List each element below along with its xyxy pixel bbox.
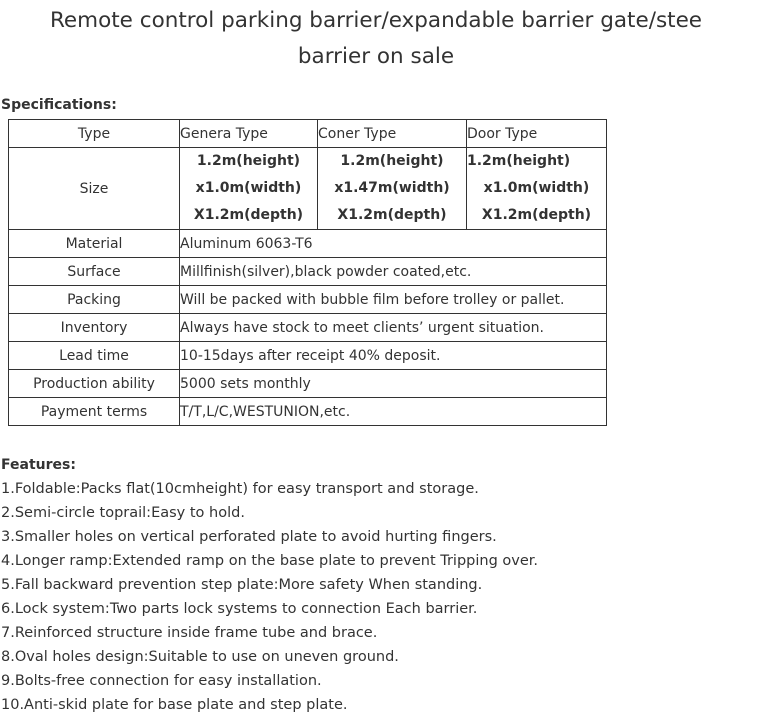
list-item: 7.Reinforced structure inside frame tube and brace.	[1, 625, 378, 641]
page-title-line-2: barrier on sale	[297, 44, 455, 69]
page-title	[0, 3, 752, 75]
list-item: 8.Oval holes design:Suitable to use on uneven ground.	[1, 649, 399, 665]
list-item: 6.Lock system:Two parts lock systems to connection Each barrier.	[1, 601, 478, 617]
features-heading: Features:	[1, 457, 76, 473]
size-door-width: x1.0m(width)	[483, 180, 590, 196]
row-label-payment-terms: Payment terms	[9, 398, 180, 426]
list-item: 5.Fall backward prevention step plate:More safety When standing.	[1, 577, 483, 593]
header-genera-type: Genera Type	[180, 120, 318, 148]
row-value-lead-time: 10-15days after receipt 40% deposit.	[180, 342, 607, 370]
row-label-inventory: Inventory	[9, 314, 180, 342]
table-row	[9, 314, 607, 342]
size-genera-depth: X1.2m(depth)	[193, 207, 304, 223]
size-coner-height: 1.2m(height)	[340, 153, 444, 169]
table-row	[9, 342, 607, 370]
header-door-type: Door Type	[467, 120, 607, 148]
list-item: 4.Longer ramp:Extended ramp on the base plate to prevent Tripping over.	[1, 553, 539, 569]
size-genera-width: x1.0m(width)	[195, 180, 302, 196]
page-title-line-1: Remote control parking barrier/expandable barrier gate/stee	[49, 8, 703, 33]
list-item: 10.Anti-skid plate for base plate and step plate.	[1, 697, 348, 713]
row-value-production-ability: 5000 sets monthly	[180, 370, 607, 398]
header-type: Type	[9, 120, 180, 148]
table-row	[9, 398, 607, 426]
row-value-payment-terms: T/T,L/C,WESTUNION,etc.	[180, 398, 607, 426]
size-coner-width: x1.47m(width)	[334, 180, 450, 196]
size-genera-height: 1.2m(height)	[196, 153, 301, 169]
row-label-surface: Surface	[9, 258, 180, 286]
row-value-surface: Millfinish(silver),black powder coated,etc.	[180, 258, 607, 286]
list-item: 3.Smaller holes on vertical perforated plate to avoid hurting fingers.	[1, 529, 497, 545]
row-label-material: Material	[9, 230, 180, 258]
size-door-cell	[467, 148, 607, 230]
list-item: 9.Bolts-free connection for easy installation.	[1, 673, 322, 689]
row-value-material: Aluminum 6063-T6	[180, 230, 607, 258]
row-value-packing: Will be packed with bubble film before trolley or pallet.	[180, 286, 607, 314]
table-row	[9, 258, 607, 286]
table-row	[9, 286, 607, 314]
table-row	[9, 370, 607, 398]
size-coner-cell	[318, 148, 467, 230]
size-label: Size	[9, 148, 180, 230]
specifications-table	[8, 119, 607, 426]
list-item: 1.Foldable:Packs flat(10cmheight) for easy transport and storage.	[1, 481, 479, 497]
table-header-row	[9, 120, 607, 148]
row-label-production-ability: Production ability	[9, 370, 180, 398]
size-door-height: 1.2m(height)	[467, 153, 571, 169]
size-door-depth: X1.2m(depth)	[481, 207, 592, 223]
features-list	[1, 477, 538, 717]
row-label-lead-time: Lead time	[9, 342, 180, 370]
size-genera-cell	[180, 148, 318, 230]
specifications-heading: Specifications:	[1, 97, 117, 113]
table-row	[9, 230, 607, 258]
row-label-packing: Packing	[9, 286, 180, 314]
size-coner-depth: X1.2m(depth)	[337, 207, 447, 223]
header-coner-type: Coner Type	[318, 120, 467, 148]
table-row-size	[9, 148, 607, 230]
row-value-inventory: Always have stock to meet clients’ urgent situation.	[180, 314, 607, 342]
list-item: 2.Semi-circle toprail:Easy to hold.	[1, 505, 245, 521]
